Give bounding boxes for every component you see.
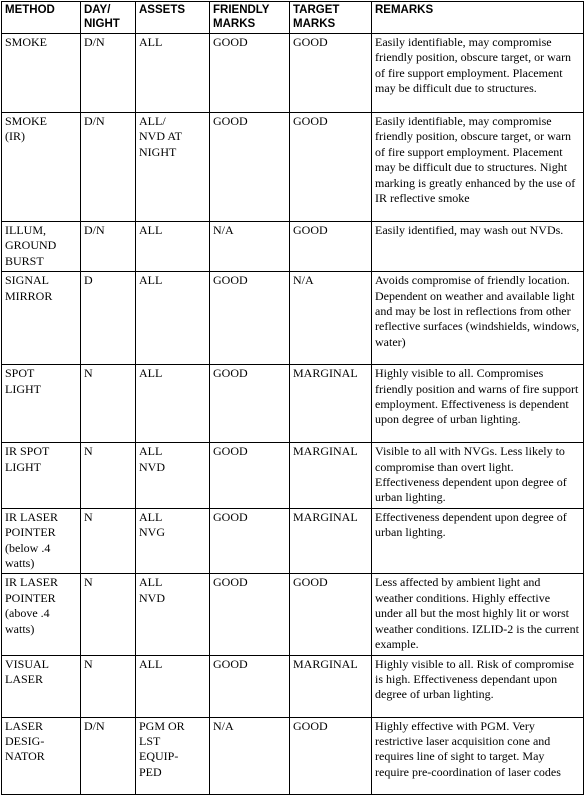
target-marks-cell [290,113,372,222]
method-cell [2,717,81,794]
method-cell [2,222,81,272]
table-body [2,34,584,795]
day-night-cell [81,222,136,272]
assets-text: ALL [139,223,163,237]
assets-cell [136,655,210,717]
assets-cell [136,272,210,365]
remarks-text: Visible to all with NVGs. Less likely to compromise than overt light. Effectiveness dependent upon degree of urban lighting. [375,444,567,505]
day-night-cell [81,272,136,365]
friendly-marks-cell [210,222,290,272]
day-night-cell [81,113,136,222]
assets-cell [136,113,210,222]
header-remarks: REMARKS [372,2,584,34]
day-night-cell [81,655,136,717]
remarks-text: Highly visible to all. Risk of compromise is high. Effectiveness dependant upon degree of urban lighting. [375,656,574,702]
method-cell [2,508,81,574]
remarks-text: Less affected by ambient light and weather conditions. Highly effective under all but the most highly lit or worst weather conditions. IZLID-2 is the current example. [375,575,579,652]
remarks-text: Avoids compromise of friendly location. Dependent on weather and available light and may be lost in reflections from other reflective surfaces (windshields, windows, water) [375,273,580,349]
target-marks-cell [290,655,372,717]
friendly-marks-text: GOOD [213,366,248,381]
day-night-cell [81,508,136,574]
friendly-marks-text: N/A [213,223,234,237]
table-header-row [2,2,584,34]
table-row [2,113,584,222]
friendly-marks-cell [210,508,290,574]
target-marks-cell [290,34,372,113]
assets-cell [136,574,210,655]
assets-text: ALL NVG [139,509,165,540]
assets-text: ALL NVD [139,575,165,605]
method-cell [2,574,81,655]
day-night-text: N [84,575,93,590]
method-cell [2,113,81,222]
day-night-text: D/N [84,718,105,733]
friendly-marks-cell [210,272,290,365]
friendly-marks-cell [210,717,290,794]
method-text: IR LASER POINTER (below .4 watts) [5,509,59,571]
remarks-cell [372,574,584,655]
day-night-cell [81,443,136,509]
header-method: METHOD [2,2,81,34]
remarks-text: Effectiveness dependent upon degree of urban lighting. [375,509,567,540]
friendly-marks-text: GOOD [213,656,248,671]
target-marks-cell [290,717,372,794]
target-marks-text: MARGINAL [293,444,358,459]
assets-text: ALL/ NVD AT NIGHT [139,114,183,159]
assets-text: ALL [139,35,163,49]
day-night-text: D/N [84,223,105,237]
target-marks-cell [290,222,372,272]
method-text: VISUAL LASER [5,656,49,686]
target-marks-text: GOOD [293,575,328,590]
assets-cell [136,365,210,443]
remarks-text: Highly visible to all. Compromises friendly position and warns of fire support employment. Effectiveness is dependent upon degree of urban lighting. [375,366,579,427]
method-text: IR LASER POINTER (above .4 watts) [5,575,59,636]
table-row [2,222,584,272]
method-text: LASER DESIG- NATOR [5,718,45,764]
friendly-marks-cell [210,443,290,509]
day-night-text: N [84,366,93,381]
method-text: SMOKE (IR) [5,114,48,144]
assets-cell [136,443,210,509]
friendly-marks-cell [210,655,290,717]
target-marks-cell [290,508,372,574]
marking-methods-table [1,1,584,795]
method-text: SIGNAL MIRROR [5,273,53,303]
marking-methods-document [1,1,583,787]
assets-text: ALL [139,656,163,671]
table-row [2,574,584,655]
friendly-marks-text: GOOD [213,35,248,49]
target-marks-cell [290,574,372,655]
remarks-cell [372,655,584,717]
day-night-text: N [84,444,93,459]
table-row [2,655,584,717]
method-text: SPOT LIGHT [5,366,41,396]
remarks-text: Highly effective with PGM. Very restrictive laser acquisition cone and requires line of sight to target. May require pre-coordination of laser codes [375,718,561,779]
remarks-cell [372,717,584,794]
remarks-cell [372,508,584,574]
friendly-marks-text: GOOD [213,273,248,288]
remarks-cell [372,34,584,113]
method-text: IR SPOT LIGHT [5,444,50,474]
friendly-marks-text: N/A [213,718,234,733]
day-night-text: D/N [84,114,105,128]
assets-text: ALL [139,366,163,381]
target-marks-cell [290,272,372,365]
friendly-marks-cell [210,34,290,113]
assets-text: PGM OR LST EQUIP- PED [139,718,185,779]
method-cell [2,34,81,113]
assets-text: ALL NVD [139,444,165,474]
table-row [2,34,584,113]
method-cell [2,443,81,509]
target-marks-text: GOOD [293,223,328,237]
remarks-text: Easily identified, may wash out NVDs. [375,223,564,237]
friendly-marks-cell [210,365,290,443]
table-row [2,508,584,574]
day-night-text: D/N [84,35,105,49]
assets-cell [136,34,210,113]
remarks-text: Easily identifiable, may compromise friendly position, obscure target, or warn of fire support employment. Placement may be difficult due to structures. Night marking is greatly enhanced by the use of IR reflective smoke [375,114,576,206]
day-night-cell [81,717,136,794]
friendly-marks-text: GOOD [213,509,248,524]
target-marks-text: GOOD [293,35,328,49]
header-friendly-marks: FRIENDLY MARKS [210,2,290,34]
remarks-cell [372,365,584,443]
table-row [2,717,584,794]
target-marks-cell [290,443,372,509]
day-night-text: N [84,509,93,524]
method-cell [2,365,81,443]
table-row [2,365,584,443]
target-marks-text: MARGINAL [293,509,358,524]
remarks-cell [372,272,584,365]
friendly-marks-cell [210,574,290,655]
header-day-night: DAY/ NIGHT [81,2,136,34]
target-marks-text: MARGINAL [293,366,358,381]
day-night-cell [81,574,136,655]
method-text: SMOKE [5,35,48,49]
target-marks-text: MARGINAL [293,656,358,671]
day-night-cell [81,34,136,113]
table-row [2,272,584,365]
assets-cell [136,508,210,574]
target-marks-cell [290,365,372,443]
remarks-cell [372,113,584,222]
remarks-cell [372,222,584,272]
table-row [2,443,584,509]
method-cell [2,272,81,365]
assets-cell [136,222,210,272]
assets-cell [136,717,210,794]
friendly-marks-text: GOOD [213,444,248,459]
remarks-text: Easily identifiable, may compromise friendly position, obscure target, or warn of fire support employment. Placement may be difficult due to structures. [375,35,572,96]
remarks-cell [372,443,584,509]
friendly-marks-text: GOOD [213,575,248,590]
header-target-marks: TARGET MARKS [290,2,372,34]
day-night-text: N [84,656,93,671]
target-marks-text: GOOD [293,718,328,733]
target-marks-text: N/A [293,273,314,288]
day-night-text: D [84,273,93,288]
friendly-marks-cell [210,113,290,222]
method-cell [2,655,81,717]
method-text: ILLUM, GROUND BURST [5,223,57,268]
friendly-marks-text: GOOD [213,114,248,128]
assets-text: ALL [139,273,163,288]
day-night-cell [81,365,136,443]
target-marks-text: GOOD [293,114,328,128]
header-assets: ASSETS [136,2,210,34]
